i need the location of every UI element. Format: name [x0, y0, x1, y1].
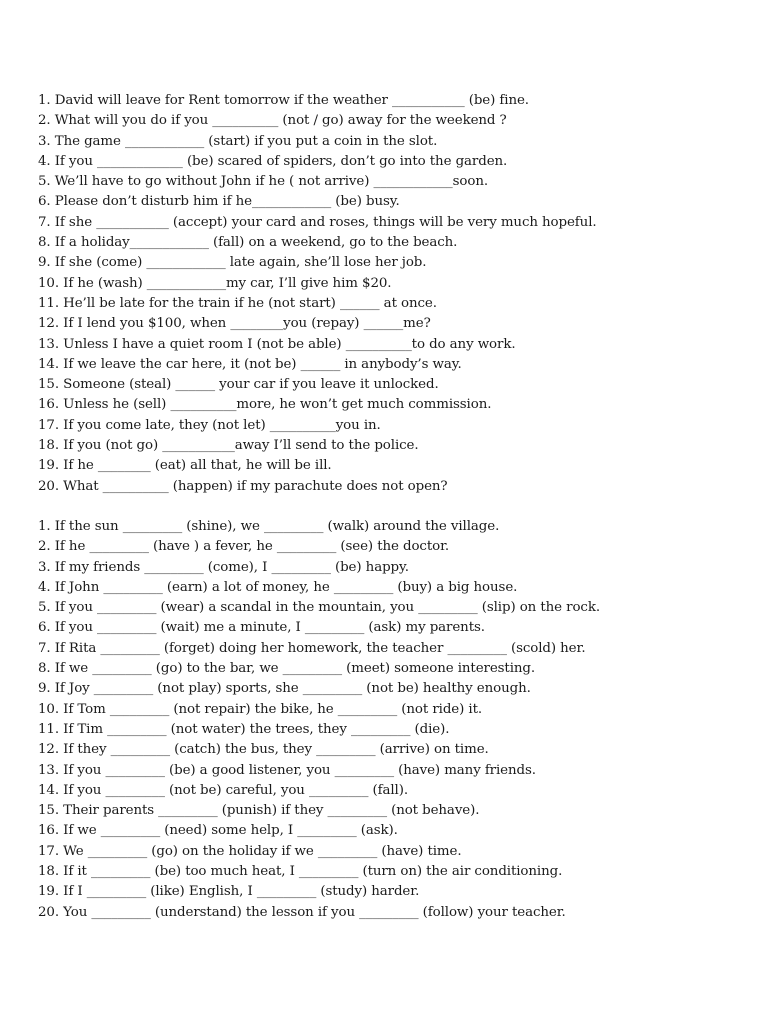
exercise-item: 7. If Rita _________ (forget) doing her homework, the teacher _________ (scold) her.: [38, 640, 586, 656]
exercise-item: 19. If I _________ (like) English, I _________ (study) harder.: [38, 884, 420, 900]
exercise-item: 9. If she (come) ____________ late again, she’ll lose her job.: [38, 255, 427, 271]
exercise-item: 14. If you _________ (not be) careful, you _________ (fall).: [38, 782, 409, 798]
exercise-item: 4. If you _____________ (be) scared of spiders, don’t go into the garden.: [38, 153, 508, 169]
exercise-item: 20. You _________ (understand) the lesson if you _________ (follow) your teacher.: [38, 904, 566, 920]
exercise-item: 18. If it _________ (be) too much heat, I _________ (turn on) the air conditioning.: [38, 863, 563, 879]
exercise-item: 4. If John _________ (earn) a lot of money, he _________ (buy) a big house.: [38, 579, 518, 595]
exercise-item: 15. Someone (steal) ______ your car if you leave it unlocked.: [38, 377, 439, 393]
exercise-item: 9. If Joy _________ (not play) sports, she _________ (not be) healthy enough.: [38, 681, 531, 697]
exercise-item: 7. If she ___________ (accept) your card and roses, things will be very much hopeful.: [38, 214, 597, 230]
exercise-item: 15. Their parents _________ (punish) if they _________ (not behave).: [38, 803, 480, 819]
exercise-item: 6. If you _________ (wait) me a minute, I _________ (ask) my parents.: [38, 620, 485, 636]
exercise-item: 8. If we _________ (go) to the bar, we _________ (meet) someone interesting.: [38, 661, 536, 677]
exercise-item: 2. If he _________ (have ) a fever, he _________ (see) the doctor.: [38, 539, 450, 555]
worksheet-page: [38, 91, 738, 923]
exercise-item: 13. If you _________ (be) a good listener, you _________ (have) many friends.: [38, 762, 536, 778]
exercise-item: 3. The game ____________ (start) if you put a coin in the slot.: [38, 133, 438, 149]
exercise-item: 19. If he ________ (eat) all that, he will be ill.: [38, 458, 332, 474]
exercise-item: 16. Unless he (sell) __________more, he won’t get much commission.: [38, 397, 492, 413]
exercise-item: 3. If my friends _________ (come), I _________ (be) happy.: [38, 559, 409, 575]
exercise-list-section-b: [38, 517, 738, 923]
exercise-item: 13. Unless I have a quiet room I (not be able) __________to do any work.: [38, 336, 516, 352]
exercise-item: 6. Please don’t disturb him if he____________ (be) busy.: [38, 194, 400, 210]
exercise-item: 5. We’ll have to go without John if he ( not arrive) ____________soon.: [38, 174, 489, 190]
exercise-item: 11. If Tim _________ (not water) the trees, they _________ (die).: [38, 721, 450, 737]
exercise-item: 17. If you come late, they (not let) __________you in.: [38, 417, 381, 433]
exercise-item: 12. If I lend you $100, when ________you (repay) ______me?: [38, 316, 431, 332]
exercise-item: 17. We _________ (go) on the holiday if we _________ (have) time.: [38, 843, 462, 859]
exercise-item: 5. If you _________ (wear) a scandal in the mountain, you _________ (slip) on the rock.: [38, 600, 600, 616]
exercise-item: 20. What __________ (happen) if my parachute does not open?: [38, 478, 448, 494]
exercise-item: 1. David will leave for Rent tomorrow if the weather ___________ (be) fine.: [38, 93, 529, 108]
exercise-item: 14. If we leave the car here, it (not be) ______ in anybody’s way.: [38, 356, 462, 372]
exercise-item: 1. If the sun _________ (shine), we _________ (walk) around the village.: [38, 518, 500, 534]
exercise-list-section-a: [38, 91, 738, 497]
exercise-item: 18. If you (not go) ___________away I’ll send to the police.: [38, 438, 419, 454]
exercise-item: 11. He’ll be late for the train if he (not start) ______ at once.: [38, 295, 437, 311]
exercise-item: 10. If he (wash) ____________my car, I’ll give him $20.: [38, 275, 392, 291]
exercise-item: 16. If we _________ (need) some help, I _________ (ask).: [38, 823, 398, 839]
exercise-item: 10. If Tom _________ (not repair) the bike, he _________ (not ride) it.: [38, 701, 483, 717]
section-spacer: [38, 497, 738, 517]
exercise-item: 12. If they _________ (catch) the bus, they _________ (arrive) on time.: [38, 742, 489, 758]
exercise-item: 2. What will you do if you __________ (not / go) away for the weekend ?: [38, 113, 507, 129]
exercise-item: 8. If a holiday____________ (fall) on a weekend, go to the beach.: [38, 235, 458, 251]
